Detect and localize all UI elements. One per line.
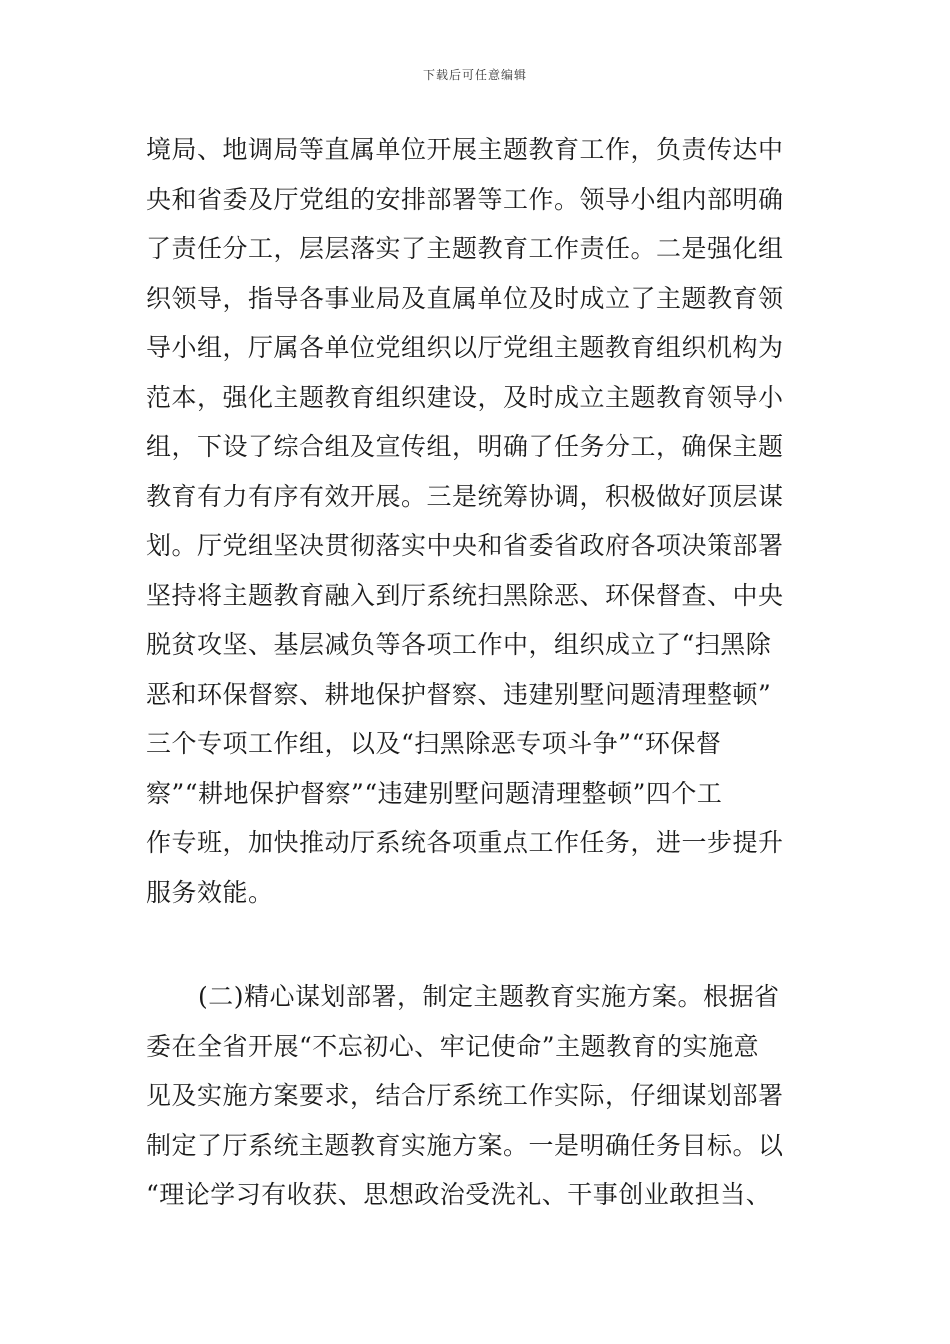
text-line: 恶和环保督察、耕地保护督察、违建别墅问题清理整顿” xyxy=(146,679,772,709)
text-line: 服务效能。 xyxy=(146,877,274,907)
text-line: 央和省委及厅党组的安排部署等工作。领导小组内部明确 xyxy=(146,184,784,214)
text-line: 导小组，厅属各单位党组织以厅党组主题教育组织机构为 xyxy=(146,333,784,362)
text-line: 组，下设了综合组及宣传组，明确了任务分工，确保主题 xyxy=(146,432,784,461)
text-line: 察”“耕地保护督察”“违建别墅问题清理整顿”四个工 xyxy=(146,778,723,808)
page-header: 下载后可任意编辑 xyxy=(422,68,527,82)
text-line: 了责任分工，层层落实了主题教育工作责任。二是强化组 xyxy=(146,234,784,263)
text-line: 制定了厅系统主题教育实施方案。一是明确任务目标。以 xyxy=(146,1130,784,1160)
text-line: 见及实施方案要求，结合厅系统工作实际，仔细谋划部署 xyxy=(146,1081,784,1110)
text-line: 教育有力有序有效开展。三是统筹协调，积极做好顶层谋 xyxy=(146,481,784,511)
text-line: 划。厅党组坚决贯彻落实中央和省委省政府各项决策部署 xyxy=(146,531,784,560)
text-line: 脱贫攻坚、基层减负等各项工作中，组织成立了“扫黑除 xyxy=(146,630,772,659)
paragraph-2 xyxy=(146,972,810,1220)
text-line: 三个专项工作组，以及“扫黑除恶专项斗争”“环保督 xyxy=(146,729,722,758)
text-line: 范本，强化主题教育组织建设，及时成立主题教育领导小 xyxy=(146,382,784,412)
text-line: “理论学习有收获、思想政治受洗礼、干事创业敢担当、 xyxy=(146,1180,772,1209)
text-line: 境局、地调局等直属单位开展主题教育工作，负责传达中 xyxy=(146,135,784,164)
section-heading-line: (二)精心谋划部署，制定主题教育实施方案。根据省 xyxy=(198,982,780,1011)
text-line: 织领导，指导各事业局及直属单位及时成立了主题教育领 xyxy=(146,283,784,313)
text-line: 坚持将主题教育融入到厅系统扫黑除恶、环保督查、中央 xyxy=(146,580,784,610)
text-line: 委在全省开展“不忘初心、牢记使命”主题教育的实施意 xyxy=(146,1031,760,1061)
text-line: 作专班，加快推动厅系统各项重点工作任务，进一步提升 xyxy=(146,828,784,857)
paragraph-1 xyxy=(146,125,810,917)
